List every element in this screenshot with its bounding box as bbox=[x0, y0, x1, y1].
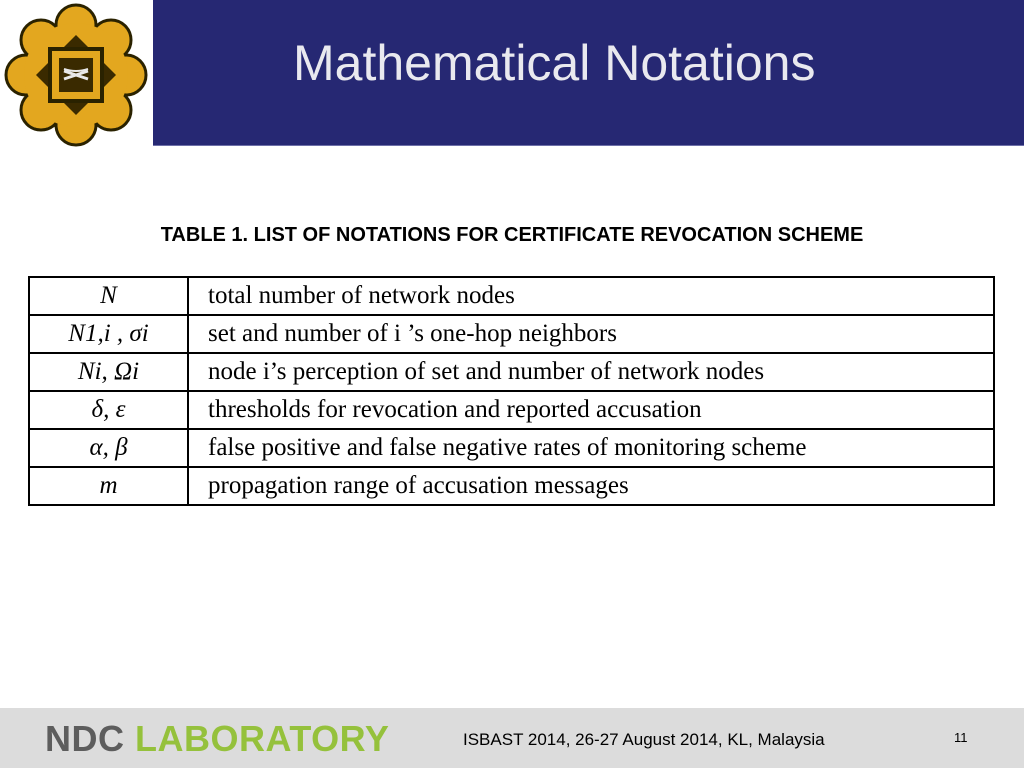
notation-description: thresholds for revocation and reported accusation bbox=[188, 391, 994, 429]
lab-brand bbox=[45, 718, 390, 759]
symbol-text: δ, ε bbox=[91, 396, 126, 423]
notation-description: total number of network nodes bbox=[188, 277, 994, 315]
table-row bbox=[29, 277, 994, 315]
slide-title: Mathematical Notations bbox=[293, 35, 816, 91]
notation-description: set and number of i ’s one-hop neighbors bbox=[188, 315, 994, 353]
header-divider bbox=[153, 145, 1024, 146]
notation-description: propagation range of accusation messages bbox=[188, 467, 994, 505]
brand-laboratory: LABORATORY bbox=[135, 718, 390, 759]
university-crest-icon bbox=[0, 0, 153, 153]
notation-symbol bbox=[29, 277, 188, 315]
notation-description: node i’s perception of set and number of network nodes bbox=[188, 353, 994, 391]
page-number: 11 bbox=[954, 730, 968, 745]
notation-symbol bbox=[29, 467, 188, 505]
symbol-text: N bbox=[100, 282, 117, 309]
symbol-text: α, β bbox=[89, 434, 128, 461]
notation-symbol bbox=[29, 315, 188, 353]
table-row bbox=[29, 429, 994, 467]
table-row bbox=[29, 391, 994, 429]
symbol-text: m bbox=[99, 472, 118, 499]
brand-ndc: NDC bbox=[45, 718, 135, 759]
university-logo bbox=[0, 0, 153, 153]
notation-symbol bbox=[29, 353, 188, 391]
notation-table bbox=[28, 276, 995, 506]
table-row bbox=[29, 315, 994, 353]
title-bar bbox=[153, 0, 1024, 145]
symbol-text: Ni, Ωi bbox=[77, 358, 140, 385]
notation-description: false positive and false negative rates of monitoring scheme bbox=[188, 429, 994, 467]
table-caption: TABLE 1. LIST OF NOTATIONS FOR CERTIFICATE REVOCATION SCHEME bbox=[160, 224, 864, 246]
notation-symbol bbox=[29, 391, 188, 429]
footer-bar bbox=[0, 708, 1024, 768]
conference-info: ISBAST 2014, 26-27 August 2014, KL, Malaysia bbox=[463, 730, 825, 749]
symbol-text: N1,i , σi bbox=[68, 320, 149, 347]
notation-symbol bbox=[29, 429, 188, 467]
table-row bbox=[29, 353, 994, 391]
table-row bbox=[29, 467, 994, 505]
